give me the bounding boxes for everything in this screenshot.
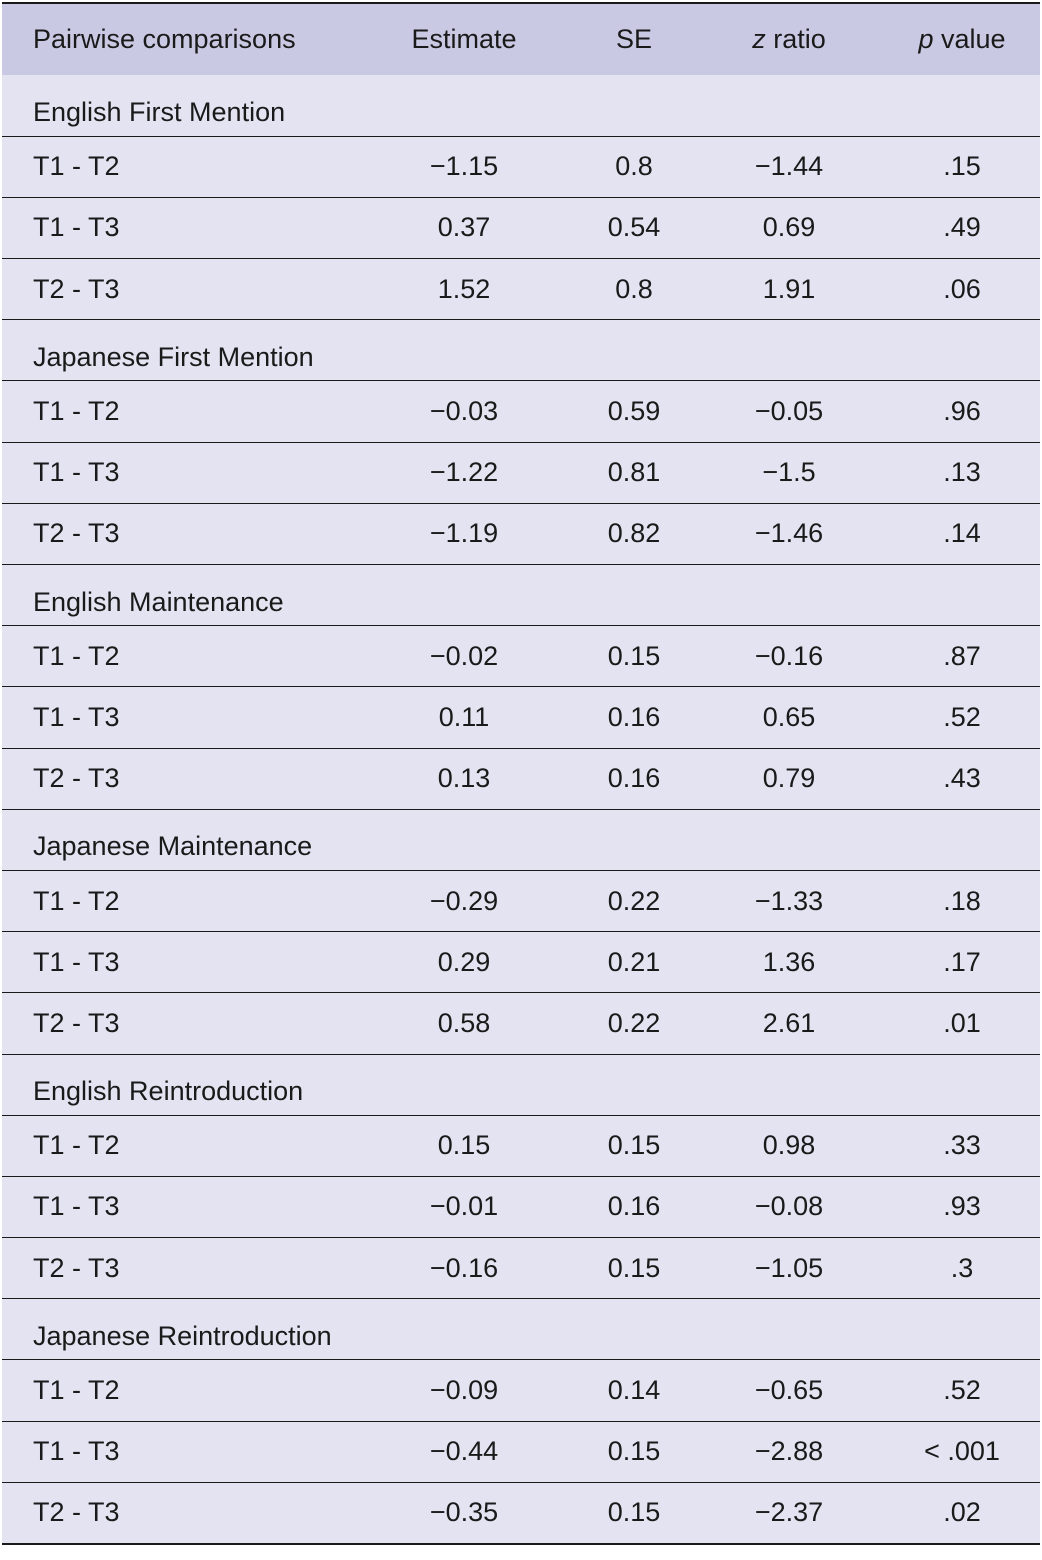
comparisons-table-container [2,2,1040,1545]
table-row [2,442,1040,503]
z-ratio-cell: −1.05 [754,1252,824,1283]
z-ratio-cell: −1.46 [754,518,824,549]
p-value-cell: .33 [943,1130,981,1161]
estimate-cell: 0.11 [438,701,490,732]
p-value-cell: .15 [943,151,981,182]
p-value-cell: .96 [943,396,981,427]
estimate-cell: 1.52 [437,273,491,304]
estimate-cell: −0.02 [429,640,499,671]
table-row [2,1482,1040,1543]
group-row [2,75,1040,136]
group-label: Japanese Maintenance [33,831,313,862]
estimate-cell: −1.22 [429,457,499,488]
p-value-cell: .06 [943,273,981,304]
comparison-cell: T1 - T3 [33,701,120,732]
group-label: Japanese Reintroduction [33,1320,332,1351]
header-z-symbol: z [752,24,766,54]
z-ratio-cell: 0.69 [762,212,816,243]
p-value-cell: .02 [943,1497,981,1528]
table-row [2,1421,1040,1482]
se-cell: 0.81 [607,457,661,488]
table-row [2,626,1040,687]
z-ratio-cell: 1.36 [762,946,816,977]
se-cell: 0.59 [607,396,661,427]
estimate-cell: −0.35 [429,1497,499,1528]
z-ratio-cell: −0.08 [754,1191,824,1222]
z-ratio-cell: −1.33 [754,885,824,916]
z-ratio-cell: 0.65 [762,701,816,732]
table-row [2,687,1040,748]
se-cell: 0.15 [607,1436,661,1467]
table-row [2,1238,1040,1299]
se-cell: 0.14 [607,1375,661,1406]
comparison-cell: T1 - T3 [33,1191,120,1222]
se-cell: 0.82 [607,518,661,549]
comparison-cell: T1 - T3 [33,1436,120,1467]
table-row [2,870,1040,931]
table-body [2,75,1040,1544]
table-row [2,1115,1040,1176]
comparison-cell: T2 - T3 [33,763,120,794]
z-ratio-cell: −0.65 [754,1375,824,1406]
table-row [2,1176,1040,1237]
group-row [2,1054,1040,1115]
group-row [2,565,1040,626]
table-row [2,136,1040,197]
se-cell: 0.22 [607,1007,661,1038]
p-value-cell: .18 [943,885,981,916]
p-value-cell: .52 [943,701,981,732]
table-row [2,1360,1040,1421]
header-pairwise-comparisons: Pairwise comparisons [33,24,296,54]
estimate-cell: −1.19 [429,518,499,549]
table-row [2,932,1040,993]
z-ratio-cell: 0.79 [762,763,816,794]
p-value-cell: .52 [943,1375,981,1406]
p-value-cell: .13 [943,457,981,488]
estimate-cell: −0.03 [429,396,499,427]
table-row [2,259,1040,320]
se-cell: 0.16 [607,763,661,794]
comparison-cell: T2 - T3 [33,1252,120,1283]
se-cell: 0.54 [607,212,661,243]
comparison-cell: T1 - T3 [33,946,120,977]
header-z-ratio [694,3,884,75]
se-cell: 0.21 [607,946,661,977]
table-row [2,993,1040,1054]
estimate-cell: −0.09 [429,1375,499,1406]
table-row [2,503,1040,564]
estimate-cell: 0.13 [437,763,491,794]
pairwise-comparisons-table [2,2,1040,1545]
comparison-cell: T1 - T2 [33,640,120,671]
table-row [2,197,1040,258]
p-value-cell: .14 [943,518,981,549]
z-ratio-cell: −0.05 [754,396,824,427]
estimate-cell: −0.29 [429,885,499,916]
p-value-cell: .3 [950,1252,974,1283]
comparison-cell: T2 - T3 [33,518,120,549]
se-cell: 0.15 [607,1252,661,1283]
header-z-label: ratio [765,24,826,54]
se-cell: 0.22 [607,885,661,916]
p-value-cell: .87 [943,640,981,671]
header-p-label: value [933,24,1006,54]
z-ratio-cell: −2.88 [754,1436,824,1467]
p-value-cell: .93 [943,1191,981,1222]
z-ratio-cell: −2.37 [754,1497,824,1528]
p-value-cell: .17 [943,946,981,977]
comparison-cell: T2 - T3 [33,1007,120,1038]
header-se: SE [615,24,653,54]
comparison-cell: T1 - T3 [33,457,120,488]
table-row [2,381,1040,442]
estimate-cell: 0.29 [437,946,491,977]
group-row [2,809,1040,870]
comparison-cell: T2 - T3 [33,1497,120,1528]
comparison-cell: T1 - T2 [33,1375,120,1406]
estimate-cell: −0.44 [429,1436,499,1467]
se-cell: 0.8 [615,151,653,182]
p-value-cell: .01 [943,1007,981,1038]
comparison-cell: T2 - T3 [33,273,120,304]
z-ratio-cell: 0.98 [762,1130,816,1161]
comparison-cell: T1 - T2 [33,151,120,182]
estimate-cell: 0.37 [437,212,491,243]
z-ratio-cell: 2.61 [762,1007,816,1038]
comparison-cell: T1 - T2 [33,885,120,916]
header-p-symbol: p [918,24,934,54]
estimate-cell: −0.01 [429,1191,499,1222]
p-value-cell: < .001 [924,1436,1000,1467]
group-label: English Maintenance [33,586,284,617]
estimate-cell: 0.58 [437,1007,491,1038]
group-label: English First Mention [33,96,286,127]
estimate-cell: 0.15 [437,1130,491,1161]
se-cell: 0.16 [607,1191,661,1222]
group-row [2,320,1040,381]
comparison-cell: T1 - T3 [33,212,120,243]
group-row [2,1299,1040,1360]
comparison-cell: T1 - T2 [33,1130,120,1161]
z-ratio-cell: 1.91 [762,273,816,304]
table-row [2,748,1040,809]
table-header [2,3,1040,75]
header-estimate: Estimate [411,24,517,54]
comparison-cell: T1 - T2 [33,396,120,427]
se-cell: 0.8 [615,273,653,304]
se-cell: 0.15 [607,1130,661,1161]
estimate-cell: −1.15 [429,151,499,182]
z-ratio-cell: −1.44 [754,151,824,182]
se-cell: 0.16 [607,701,661,732]
se-cell: 0.15 [607,640,661,671]
header-row [2,3,1040,75]
p-value-cell: .49 [943,212,981,243]
z-ratio-cell: −0.16 [754,640,824,671]
p-value-cell: .43 [943,763,981,794]
z-ratio-cell: −1.5 [762,457,816,488]
se-cell: 0.15 [607,1497,661,1528]
header-p-value [884,3,1040,75]
group-label: Japanese First Mention [33,341,314,372]
group-label: English Reintroduction [33,1076,304,1107]
estimate-cell: −0.16 [429,1252,499,1283]
